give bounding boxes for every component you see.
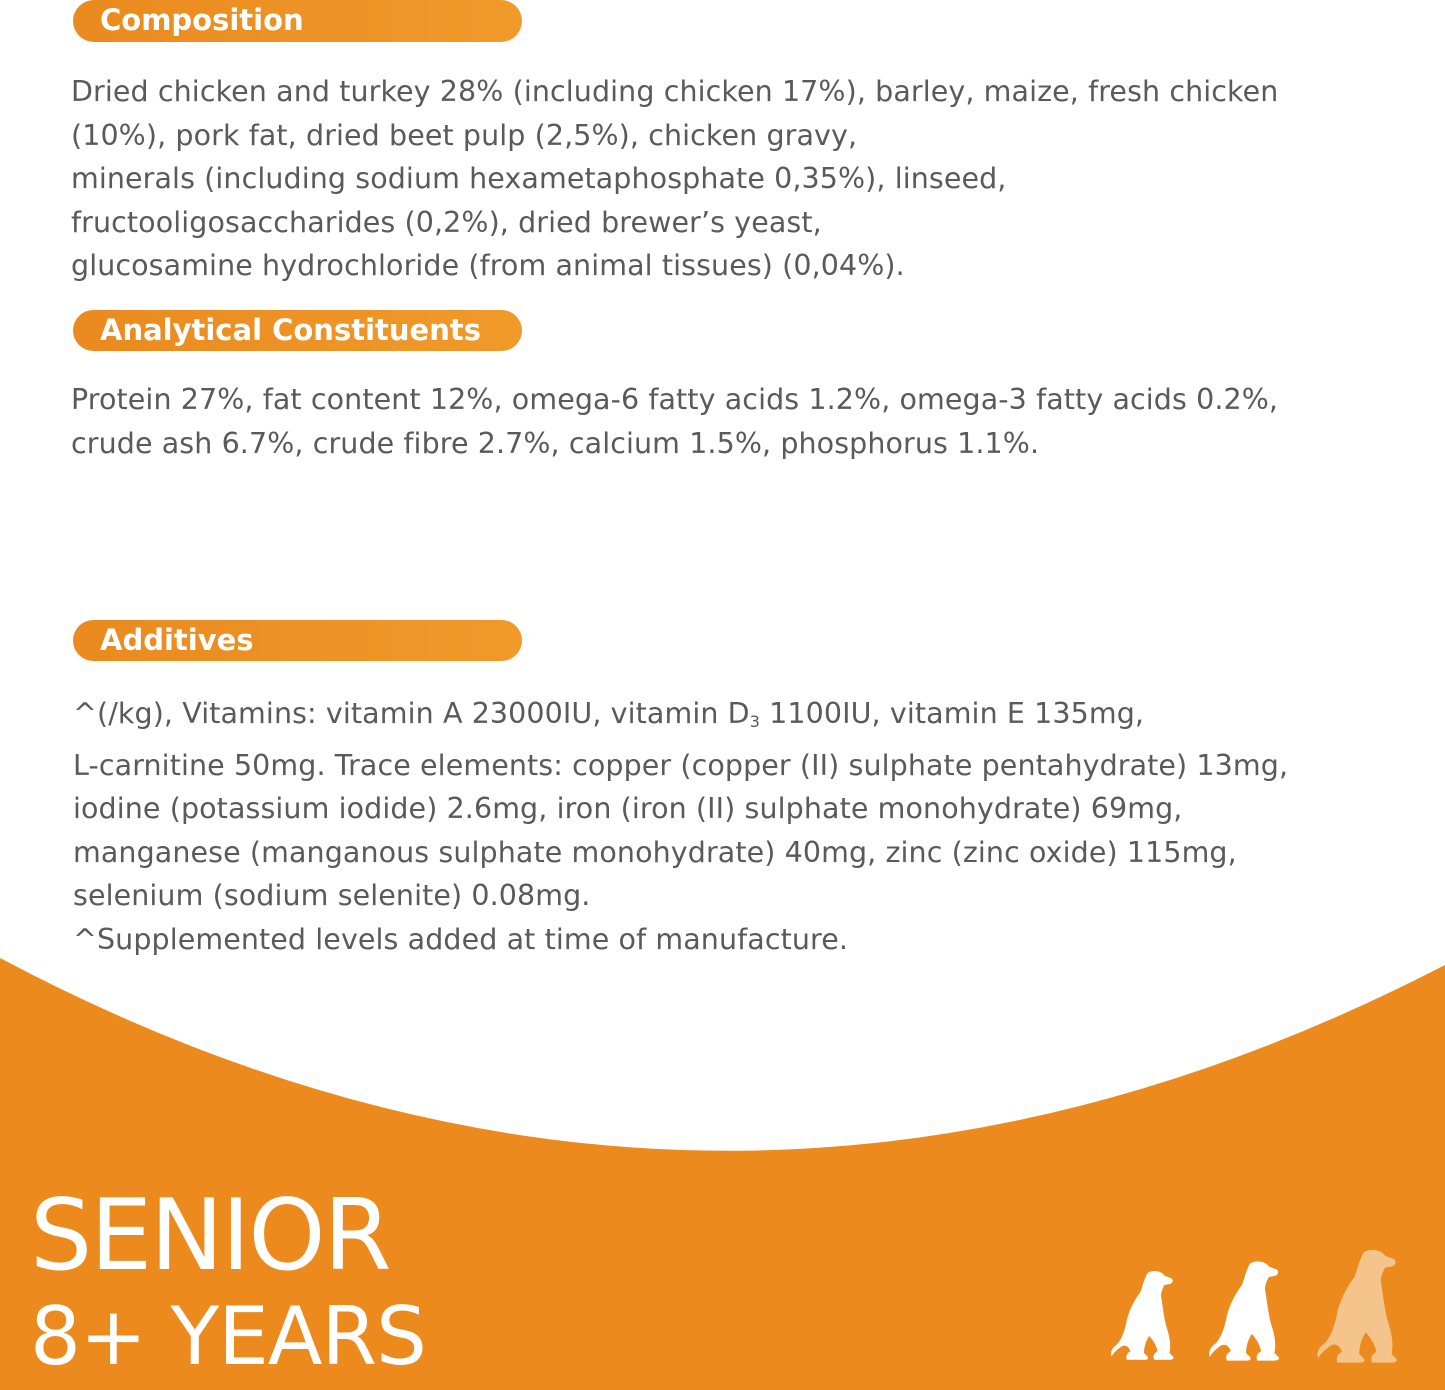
composition-line: (10%), pork fat, dried beet pulp (2,5%), chicken gravy, bbox=[71, 118, 858, 152]
subscript-three: 3 bbox=[749, 712, 760, 731]
additives-line-start: ^(/kg), Vitamins: vitamin A 23000IU, vitamin D bbox=[73, 697, 750, 730]
additives-heading: Additives bbox=[73, 620, 522, 661]
dog-silhouette-icon bbox=[1111, 1271, 1174, 1360]
additives-footnote: ^Supplemented levels added at time of manufacture. bbox=[73, 922, 849, 956]
dog-silhouette-icon bbox=[1317, 1250, 1396, 1363]
dog-icons bbox=[1110, 1250, 1445, 1370]
additives-line: manganese (manganous sulphate monohydrate) 40mg, zinc (zinc oxide) 115mg, bbox=[73, 835, 1237, 869]
composition-line: Dried chicken and turkey 28% (including chicken 17%), barley, maize, fresh chicken bbox=[71, 75, 1279, 108]
dog-silhouette-icon bbox=[1209, 1261, 1279, 1360]
additives-line: L-carnitine 50mg. Trace elements: copper (copper (II) sulphate pentahydrate) 13mg, bbox=[73, 748, 1289, 782]
analytical-constituents-heading: Analytical Constituents bbox=[73, 310, 522, 351]
composition-line: glucosamine hydrochloride (from animal tissues) (0,04%). bbox=[71, 249, 905, 282]
senior-title: SENIOR bbox=[30, 1179, 390, 1293]
composition-line: fructooligosaccharides (0,2%), dried brewer’s yeast, bbox=[71, 205, 822, 239]
composition-heading: Composition bbox=[73, 0, 522, 42]
analytical-constituents-text bbox=[71, 378, 1278, 465]
additives-line bbox=[73, 692, 1288, 744]
additives-line-end: 1100IU, vitamin E 135mg, bbox=[760, 697, 1145, 730]
analytical-line: crude ash 6.7%, crude fibre 2.7%, calcium 1.5%, phosphorus 1.1%. bbox=[71, 426, 1040, 460]
additives-text bbox=[73, 692, 1288, 961]
composition-line: minerals (including sodium hexametaphosphate 0,35%), linseed, bbox=[71, 162, 1007, 195]
additives-line: iodine (potassium iodide) 2.6mg, iron (iron (II) sulphate monohydrate) 69mg, bbox=[73, 792, 1183, 825]
analytical-line: Protein 27%, fat content 12%, omega-6 fatty acids 1.2%, omega-3 fatty acids 0.2%, bbox=[71, 383, 1279, 416]
additives-line: selenium (sodium selenite) 0.08mg. bbox=[73, 879, 591, 912]
age-subtitle: 8+ YEARS bbox=[30, 1290, 426, 1383]
composition-text bbox=[71, 70, 1278, 288]
